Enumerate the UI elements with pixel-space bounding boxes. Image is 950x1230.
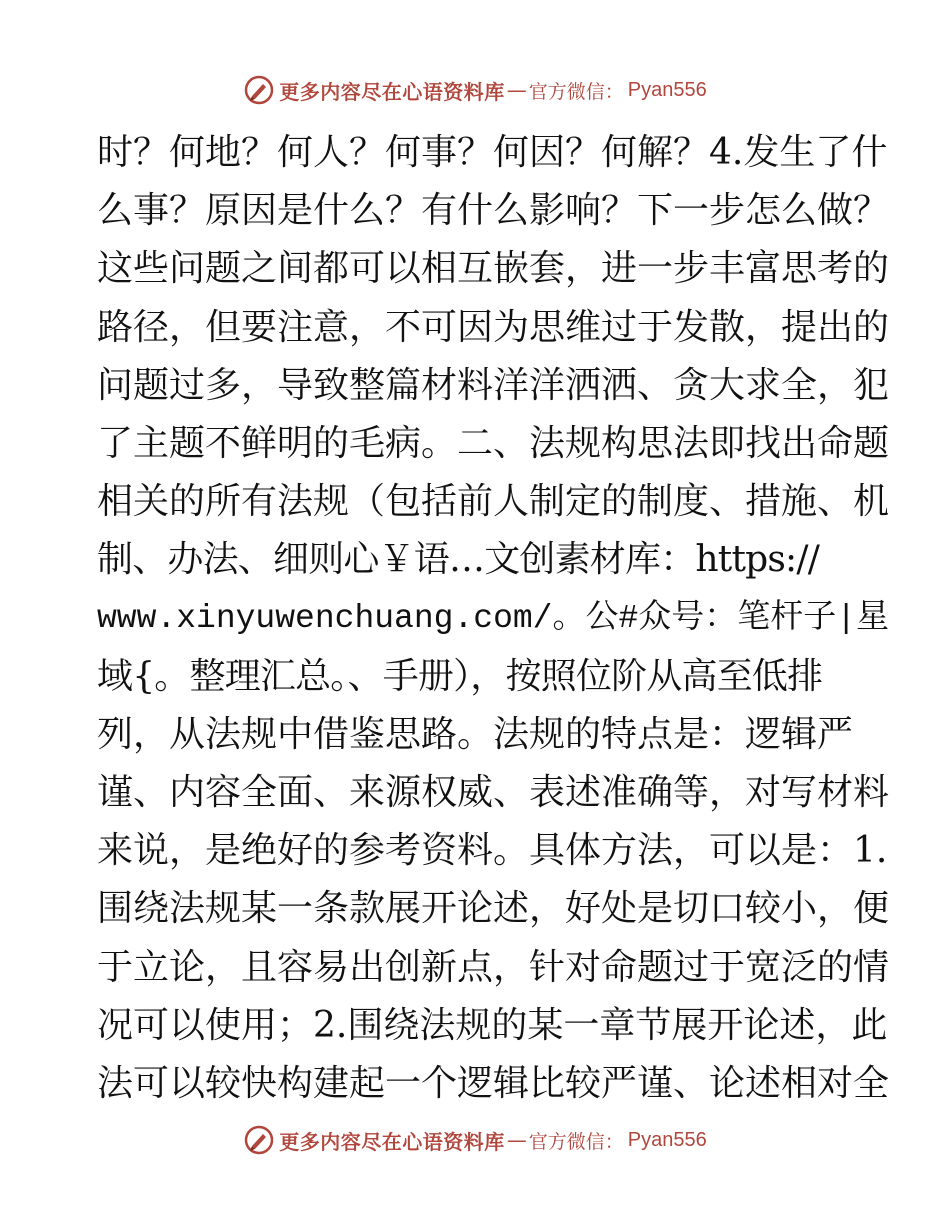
body-line: 于立论，且容易出创新点，针对命题过于宽泛的情 [97,946,890,988]
banner-wechat-id: Pyan556 [627,1128,707,1151]
body-line: 谨、内容全面、来源权威、表述准确等，对写材料 [97,772,890,814]
banner-wechat-label: 官方微信： [528,80,624,103]
body-line: 么事？原因是什么？有什么影响？下一步怎么做？ [97,190,890,232]
header-watermark-banner [0,70,950,110]
body-line: 来说，是绝好的参考资料。具体方法，可以是：1. [97,830,888,872]
banner-wechat-id: Pyan556 [627,78,707,101]
body-line: www.xinyuwenchuang.com/。公#众号：笔杆子|星 [97,599,890,637]
body-line: 域{。整理汇总。、手册），按照位阶从高至低排 [97,655,823,697]
pen-logo-icon [243,1124,275,1156]
body-line: 相关的所有法规（包括前人制定的制度、措施、机 [97,481,890,523]
body-line: 时？何地？何人？何事？何因？何解？4.发生了什 [97,132,888,173]
body-line: 制、办法、细则心￥语…文创素材库：https:// [97,539,820,581]
document-body [97,124,890,1113]
body-line: 路径，但要注意，不可因为思维过于发散，提出的 [97,306,890,348]
body-line: 况可以使用；2.围绕法规的某一章节展开论述，此 [97,1004,888,1046]
body-line: 了主题不鲜明的毛病。二、法规构思法即找出命题 [97,422,890,464]
banner-brand-text: 更多内容尽在心语资料库 [279,1129,505,1154]
body-line: 法可以较快构建起一个逻辑比较严谨、论述相对全 [97,1063,890,1104]
body-line: 围绕法规某一条款展开论述，好处是切口较小，便 [97,888,890,930]
banner-wechat-label: 官方微信： [528,1130,624,1153]
body-line: 列，从法规中借鉴思路。法规的特点是：逻辑严 [97,713,854,755]
footer-watermark-banner [0,1120,950,1160]
banner-dash: — [506,78,527,102]
body-line: 问题过多，导致整篇材料洋洋洒洒、贪大求全，犯 [97,364,890,406]
body-line: 这些问题之间都可以相互嵌套，进一步丰富思考的 [97,248,890,290]
pen-logo-icon [243,74,275,106]
banner-brand-text: 更多内容尽在心语资料库 [279,79,505,104]
banner-dash: — [506,1128,527,1152]
